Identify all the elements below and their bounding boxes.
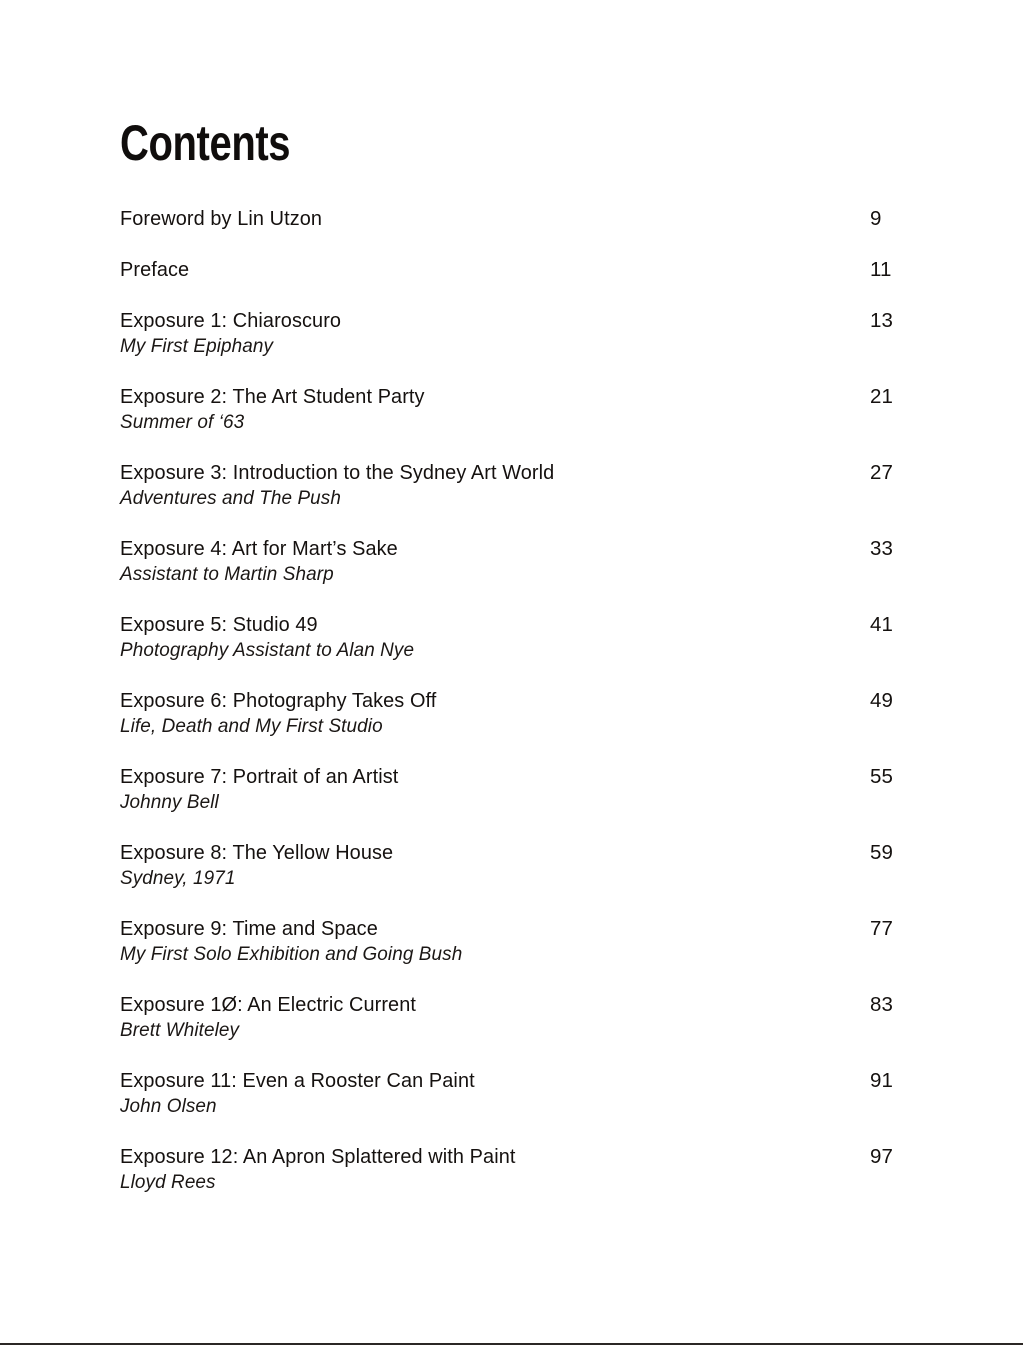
toc-entry[interactable]: [120, 612, 920, 663]
toc-entry-subtitle: Brett Whiteley: [120, 1019, 240, 1041]
toc-entry-subtitle: My First Solo Exhibition and Going Bush: [120, 943, 463, 965]
toc-entry-title[interactable]: Exposure 5: Studio 49: [120, 613, 318, 636]
toc-entry-page-number: 59: [870, 841, 894, 864]
toc-entry-title[interactable]: Exposure 2: The Art Student Party: [120, 385, 425, 408]
toc-entry-row: [120, 536, 920, 562]
toc-entry[interactable]: [120, 916, 920, 967]
toc-entry-row: [120, 1144, 920, 1170]
toc-entry-row: [120, 257, 920, 283]
toc-entry[interactable]: [120, 460, 920, 511]
toc-entry-page-number: 97: [870, 1145, 894, 1168]
toc-entry[interactable]: [120, 688, 920, 739]
toc-entry-row: [120, 688, 920, 714]
toc-entry-row: [120, 206, 920, 232]
toc-entry-title[interactable]: Exposure 9: Time and Space: [120, 917, 378, 940]
toc-entry-subtitle: Lloyd Rees: [120, 1171, 216, 1193]
toc-entry[interactable]: [120, 840, 920, 891]
toc-entry-row: [120, 612, 920, 638]
toc-entry[interactable]: [120, 536, 920, 587]
toc-entry-subtitle: John Olsen: [120, 1095, 217, 1117]
toc-entry-page-number: 9: [870, 207, 882, 230]
toc-entry-title[interactable]: Exposure 8: The Yellow House: [120, 841, 394, 864]
toc-entry-page-number: 21: [870, 385, 894, 408]
toc-entry-title[interactable]: Exposure 1Ø: An Electric Current: [120, 993, 416, 1016]
toc-entry-title[interactable]: Exposure 4: Art for Mart’s Sake: [120, 537, 398, 560]
toc-entry-title[interactable]: Exposure 11: Even a Rooster Can Paint: [120, 1069, 475, 1092]
toc-entry[interactable]: [120, 384, 920, 435]
page-title: Contents: [120, 115, 291, 171]
toc-entry-title[interactable]: Exposure 12: An Apron Splattered with Paint: [120, 1145, 516, 1168]
toc-entry-row: [120, 1068, 920, 1094]
toc-entry-page-number: 13: [870, 309, 894, 332]
toc-entry-page-number: 33: [870, 537, 894, 560]
toc-entry-subtitle: Photography Assistant to Alan Nye: [120, 639, 415, 661]
toc-entry-subtitle: Sydney, 1971: [120, 867, 236, 889]
toc-entry-title[interactable]: Exposure 7: Portrait of an Artist: [120, 765, 399, 788]
toc-entry[interactable]: [120, 1068, 920, 1119]
toc-entry-title[interactable]: Exposure 3: Introduction to the Sydney Art World: [120, 461, 555, 484]
toc-entry-page-number: 91: [870, 1069, 894, 1092]
toc-entry-subtitle: Johnny Bell: [120, 791, 219, 813]
toc-entry-row: [120, 992, 920, 1018]
toc-entry[interactable]: [120, 764, 920, 815]
toc-entry-title[interactable]: Exposure 6: Photography Takes Off: [120, 689, 437, 712]
toc-entry-row: [120, 460, 920, 486]
toc-entry-row: [120, 916, 920, 942]
toc-entry-row: [120, 308, 920, 334]
toc-entry[interactable]: [120, 1144, 920, 1195]
toc-entry[interactable]: [120, 257, 920, 283]
toc-entry-page-number: 77: [870, 917, 894, 940]
toc-entry-page-number: 49: [870, 689, 894, 712]
toc-entry-title[interactable]: Foreword by Lin Utzon: [120, 207, 323, 230]
table-of-contents: [120, 115, 920, 1220]
toc-entry[interactable]: [120, 308, 920, 359]
toc-entry-title[interactable]: Preface: [120, 258, 190, 281]
toc-entry-subtitle: My First Epiphany: [120, 335, 274, 357]
toc-entry-page-number: 41: [870, 613, 894, 636]
toc-entry-list: [120, 206, 920, 1195]
toc-entry-page-number: 27: [870, 461, 894, 484]
toc-entry[interactable]: [120, 206, 920, 232]
toc-entry-subtitle: Adventures and The Push: [120, 487, 341, 509]
toc-entry-subtitle: Assistant to Martin Sharp: [120, 563, 334, 585]
toc-entry-title[interactable]: Exposure 1: Chiaroscuro: [120, 309, 342, 332]
toc-entry-page-number: 55: [870, 765, 894, 788]
toc-entry-row: [120, 384, 920, 410]
toc-entry-row: [120, 840, 920, 866]
toc-entry-page-number: 11: [870, 258, 892, 281]
toc-entry-subtitle: Summer of ‘63: [120, 411, 245, 433]
toc-entry-subtitle: Life, Death and My First Studio: [120, 715, 383, 737]
toc-entry[interactable]: [120, 992, 920, 1043]
toc-entry-page-number: 83: [870, 993, 894, 1016]
toc-entry-row: [120, 764, 920, 790]
